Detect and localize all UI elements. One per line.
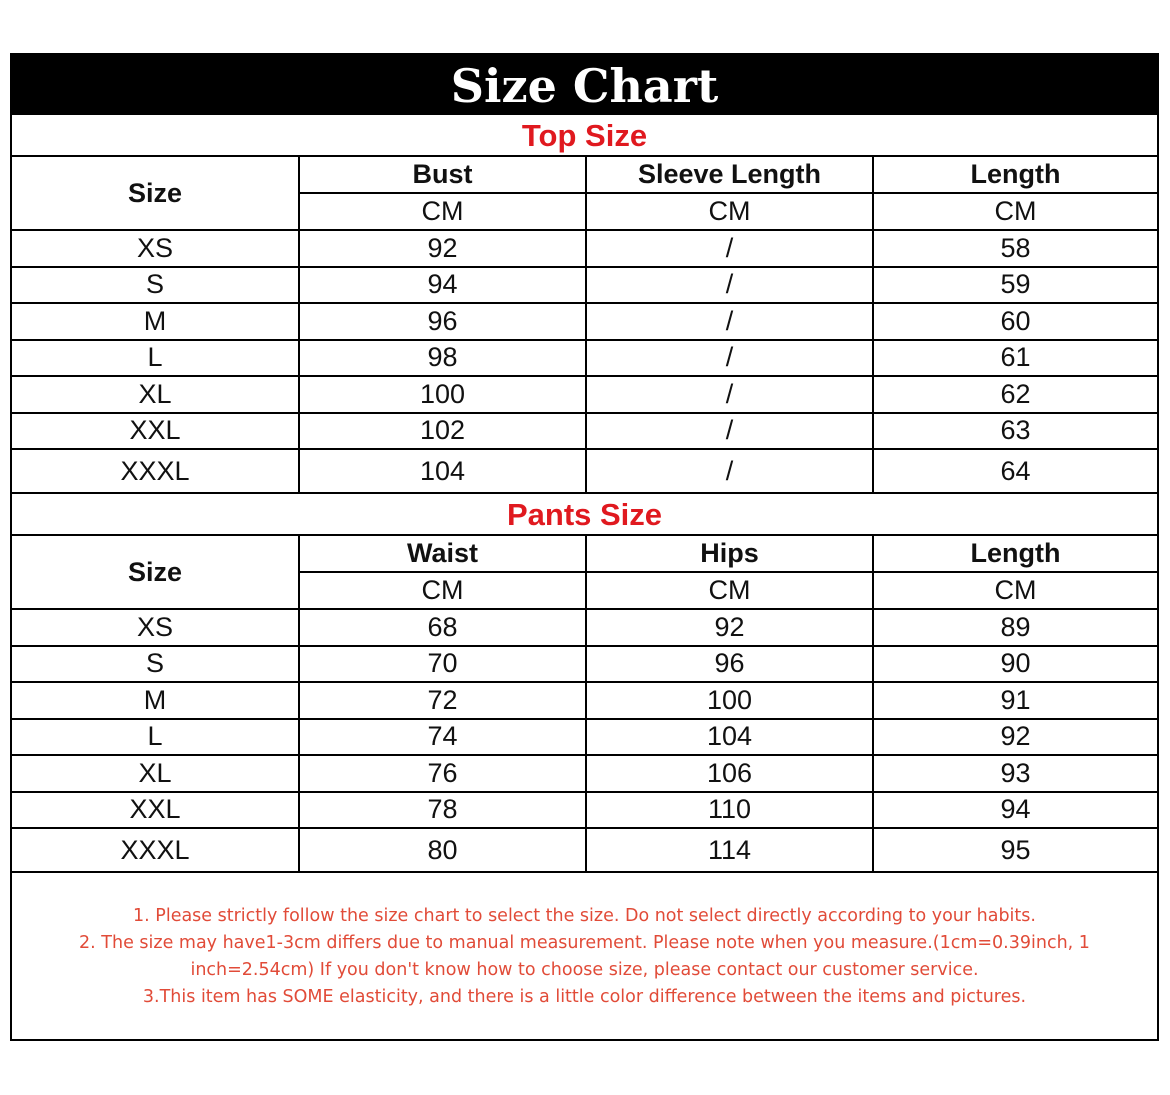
page-title: Size Chart — [10, 53, 1159, 115]
value-cell: / — [586, 267, 873, 304]
column-header: Length — [873, 157, 1157, 193]
value-cell: 104 — [586, 719, 873, 756]
value-cell: 64 — [873, 449, 1157, 493]
value-cell: / — [586, 230, 873, 267]
value-cell: 95 — [873, 828, 1157, 872]
value-cell: 93 — [873, 755, 1157, 792]
column-header: Length — [873, 536, 1157, 572]
size-cell: XL — [12, 376, 299, 413]
note-line: 1. Please strictly follow the size chart to select the size. Do not select directly according to your habits. — [133, 906, 1036, 926]
size-cell: XL — [12, 755, 299, 792]
table-row — [12, 449, 1157, 493]
column-header: Sleeve Length — [586, 157, 873, 193]
size-cell: L — [12, 340, 299, 377]
size-header: Size — [12, 157, 299, 230]
value-cell: 76 — [299, 755, 586, 792]
column-header: Waist — [299, 536, 586, 572]
value-cell: 94 — [873, 792, 1157, 829]
table-row — [12, 303, 1157, 340]
size-cell: XXXL — [12, 828, 299, 872]
value-cell: 63 — [873, 413, 1157, 450]
size-cell: L — [12, 719, 299, 756]
value-cell: 94 — [299, 267, 586, 304]
value-cell: 74 — [299, 719, 586, 756]
size-cell: XS — [12, 230, 299, 267]
column-header: Hips — [586, 536, 873, 572]
size-cell: XS — [12, 609, 299, 646]
table-row — [12, 376, 1157, 413]
size-cell: XXL — [12, 792, 299, 829]
value-cell: 98 — [299, 340, 586, 377]
value-cell: 104 — [299, 449, 586, 493]
value-cell: / — [586, 449, 873, 493]
value-cell: 102 — [299, 413, 586, 450]
unit-cell: CM — [873, 572, 1157, 609]
table-row — [12, 267, 1157, 304]
value-cell: 100 — [299, 376, 586, 413]
pants-size-title: Pants Size — [12, 494, 1157, 536]
value-cell: 78 — [299, 792, 586, 829]
unit-cell: CM — [299, 572, 586, 609]
value-cell: 114 — [586, 828, 873, 872]
value-cell: 92 — [873, 719, 1157, 756]
value-cell: 89 — [873, 609, 1157, 646]
table-row — [12, 230, 1157, 267]
notes — [12, 873, 1157, 1039]
value-cell: 80 — [299, 828, 586, 872]
unit-cell: CM — [586, 193, 873, 230]
unit-cell: CM — [299, 193, 586, 230]
top-size-table — [12, 157, 1157, 494]
value-cell: / — [586, 376, 873, 413]
table-row — [12, 682, 1157, 719]
note-line: inch=2.54cm) If you don't know how to choose size, please contact our customer service. — [190, 960, 979, 980]
table-row — [12, 792, 1157, 829]
value-cell: 100 — [586, 682, 873, 719]
value-cell: / — [586, 340, 873, 377]
value-cell: 90 — [873, 646, 1157, 683]
value-cell: 72 — [299, 682, 586, 719]
value-cell: 96 — [586, 646, 873, 683]
value-cell: 106 — [586, 755, 873, 792]
size-cell: M — [12, 682, 299, 719]
size-chart — [10, 53, 1159, 1041]
value-cell: 62 — [873, 376, 1157, 413]
top-size-title: Top Size — [12, 115, 1157, 157]
value-cell: 91 — [873, 682, 1157, 719]
table-row — [12, 609, 1157, 646]
value-cell: 61 — [873, 340, 1157, 377]
value-cell: 58 — [873, 230, 1157, 267]
size-cell: S — [12, 646, 299, 683]
column-header: Bust — [299, 157, 586, 193]
value-cell: 68 — [299, 609, 586, 646]
value-cell: / — [586, 413, 873, 450]
note-line: 2. The size may have1-3cm differs due to manual measurement. Please note when you measure.(1cm=0.39inch, 1 — [79, 933, 1090, 953]
value-cell: 60 — [873, 303, 1157, 340]
size-header: Size — [12, 536, 299, 609]
pants-size-table — [12, 536, 1157, 873]
note-line: 3.This item has SOME elasticity, and there is a little color difference between the items and pictures. — [142, 987, 1027, 1007]
value-cell: 110 — [586, 792, 873, 829]
size-cell: XXL — [12, 413, 299, 450]
table-row — [12, 413, 1157, 450]
size-cell: XXXL — [12, 449, 299, 493]
value-cell: 59 — [873, 267, 1157, 304]
value-cell: 70 — [299, 646, 586, 683]
value-cell: 92 — [299, 230, 586, 267]
size-cell: S — [12, 267, 299, 304]
unit-cell: CM — [586, 572, 873, 609]
table-row — [12, 755, 1157, 792]
value-cell: 96 — [299, 303, 586, 340]
value-cell: 92 — [586, 609, 873, 646]
unit-cell: CM — [873, 193, 1157, 230]
value-cell: / — [586, 303, 873, 340]
table-row — [12, 646, 1157, 683]
table-row — [12, 828, 1157, 872]
table-row — [12, 340, 1157, 377]
size-cell: M — [12, 303, 299, 340]
table-row — [12, 719, 1157, 756]
